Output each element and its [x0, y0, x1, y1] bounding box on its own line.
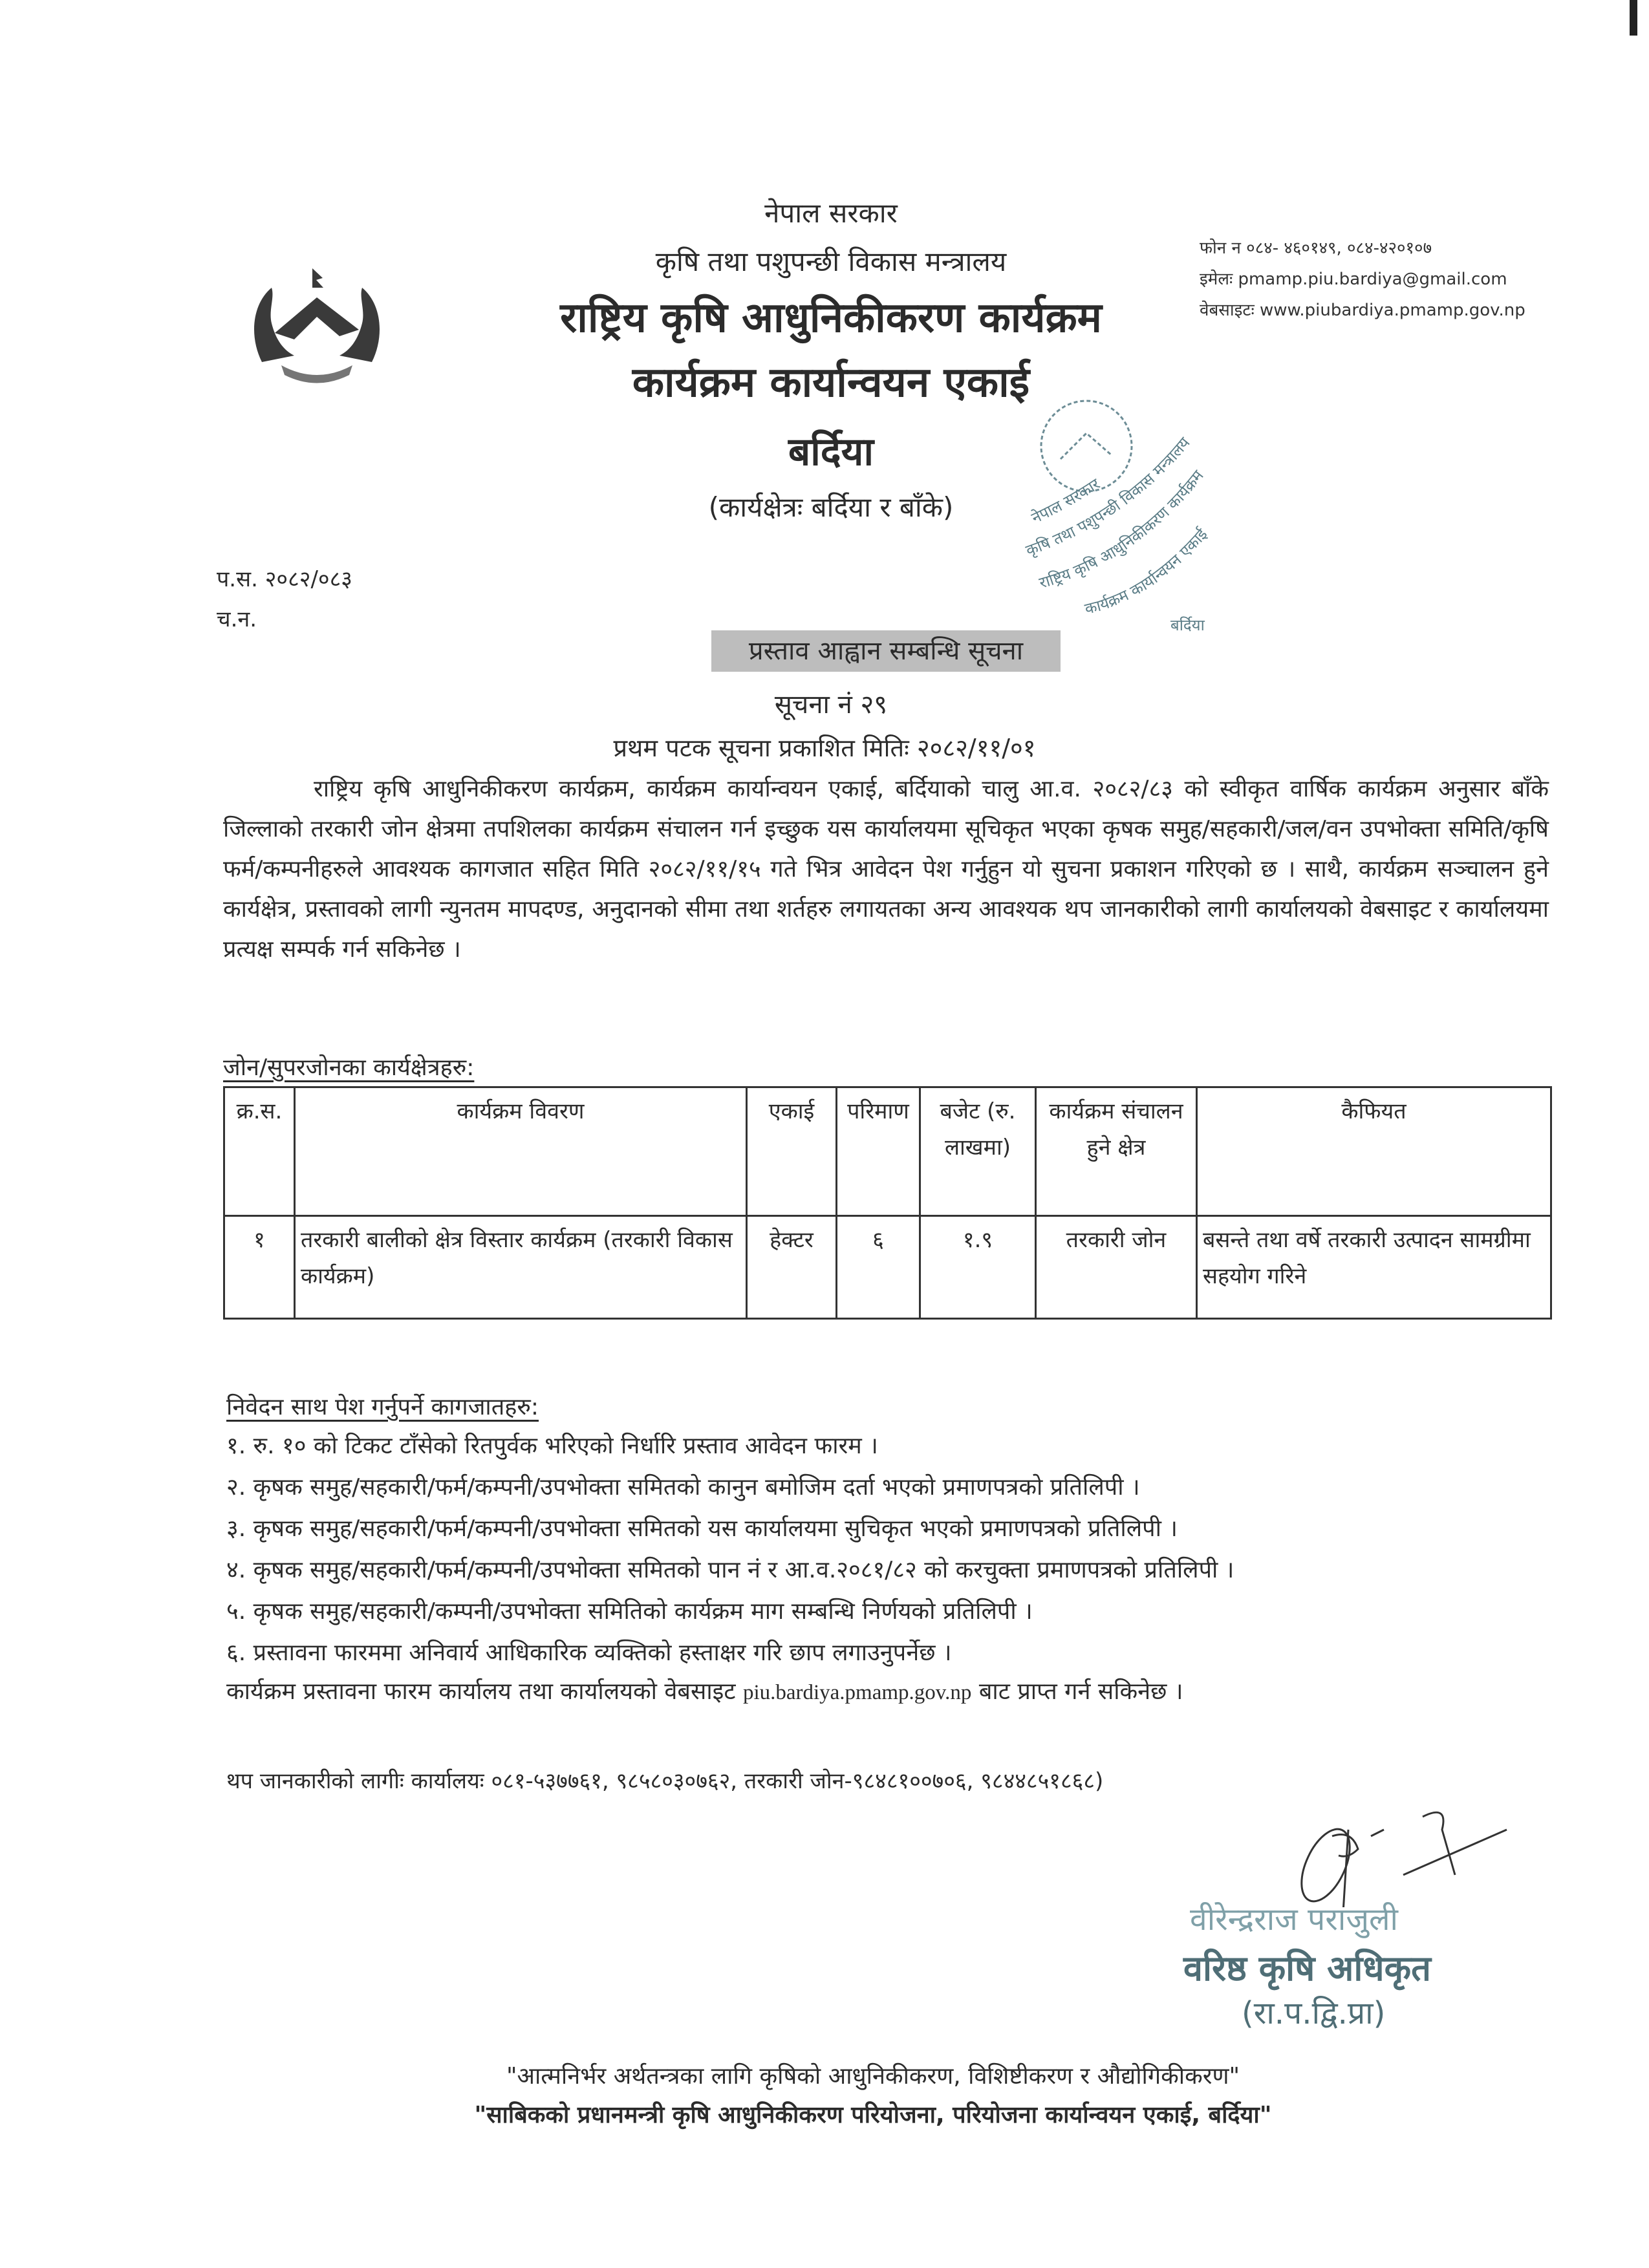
- header-remarks: कैफियत: [1197, 1087, 1551, 1216]
- list-item: ३. कृषक समुह/सहकारी/फर्म/कम्पनी/उपभोक्ता समितको यस कार्यालयमा सुचिकृत भएको प्रमाणपत्रको प्रतिलिपी ।: [226, 1515, 1178, 1542]
- list-item: ५. कृषक समुह/सहकारी/कम्पनी/उपभोक्ता समितिको कार्यक्रम माग सम्बन्धि निर्णयको प्रतिलिपी ।: [226, 1598, 1033, 1625]
- notice-body: राष्ट्रिय कृषि आधुनिकीकरण कार्यक्रम, कार्यक्रम कार्यान्वयन एकाई, बर्दियाको चालु आ.व. २०८२/८३ को स्वीकृत वार्षिक कार्यक्रम अनुसार बाँके जिल्लाको तरकारी जोन क्षेत्रमा तपशिलका कार्यक्रम संचालन गर्न इच्छुक यस कार्यालयमा सूचिकृत भएका कृषक समुह/सहकारी/जल/वन उपभोक्ता समिति/कृषि फर्म/कम्पनीहरुले आवश्यक कागजात सहित मिति २०८२/११/१५ गते भित्र आवेदन पेश गर्नुहुन यो सुचना प्रकाशन गरिएको छ । साथै, कार्यक्रम सञ्चालन हुने कार्यक्षेत्र, प्रस्तावको लागी न्युनतम मापदण्ड, अनुदानको सीमा तथा शर्तहरु लगायतका अन्य आवश्यक थप जानकारीको लागी कार्यालयको वेबसाइट र कार्यालयमा प्रत्यक्ष सम्पर्क गर्न सकिनेछ ।: [223, 776, 1549, 963]
- note-text-before: कार्यक्रम प्रस्तावना फारम कार्यालय तथा कार्यालयको वेबसाइट: [226, 1678, 736, 1705]
- letter-number-row: [217, 559, 352, 599]
- header-serial: क्र.स.: [224, 1087, 295, 1216]
- zone-table: [223, 1086, 1552, 1320]
- cell-unit: हेक्टर: [747, 1216, 837, 1319]
- cell-area: तरकारी जोन: [1036, 1216, 1197, 1319]
- form-availability-note: [226, 1674, 1183, 1706]
- contact-block: [1200, 233, 1525, 326]
- list-item: १. रु. १० को टिकट टाँसेको रितपुर्वक भरिएको निर्धारि प्रस्ताव आवेदन फारम ।: [226, 1433, 878, 1459]
- table-row: [224, 1216, 1551, 1319]
- phone-row: [1200, 233, 1525, 264]
- letter-number: २०८२/०८३: [264, 566, 352, 592]
- stamp-line-5: बर्दिया: [1170, 616, 1205, 634]
- ministry-name: कृषि तथा पशुपन्छी विकास मन्त्रालय: [655, 246, 1007, 277]
- signatory-class: (रा.प.द्वि.प्रा): [1242, 1995, 1386, 2031]
- program-name: राष्ट्रिय कृषि आधुनिकीकरण कार्यक्रम: [560, 294, 1102, 342]
- dispatch-number-label: च.न.: [217, 606, 257, 632]
- list-item: ६. प्रस्तावना फारममा अनिवार्य आधिकारिक व्यक्तिको हस्ताक्षर गरि छाप लगाउनुपर्नेछ ।: [226, 1640, 952, 1666]
- letter-number-label: प.स.: [217, 566, 258, 592]
- stamp-line-3: राष्ट्रिय कृषि आधुनिकीकरण कार्यक्रम: [1037, 466, 1207, 592]
- cell-budget: १.९: [920, 1216, 1036, 1319]
- office-stamp: [1009, 388, 1280, 634]
- email-link[interactable]: pmamp.piu.bardiya@gmail.com: [1238, 270, 1507, 289]
- form-website-link[interactable]: piu.bardiya.pmamp.gov.np: [742, 1681, 972, 1704]
- signatory-name: वीरेन्द्रराज पराजुली: [1190, 1901, 1398, 1938]
- unit-name: कार्यक्रम कार्यान्वयन एकाई: [632, 359, 1030, 407]
- stamp-line-1: नेपाल सरकार: [1028, 475, 1104, 528]
- more-info-contacts: थप जानकारीको लागीः कार्यालयः ०८१-५३७७६१, ९८५८०३०७६२, तरकारी जोन-९८४८१००७०६, ९८४४८५१८६८): [226, 1768, 1104, 1794]
- notice-title: प्रस्ताव आह्वान सम्बन्धि सूचना: [748, 636, 1024, 666]
- notice-number: सूचना नं २९: [774, 690, 888, 720]
- email-row: [1200, 264, 1525, 295]
- work-area: (कार्यक्षेत्रः बर्दिया र बाँके): [708, 491, 954, 523]
- website-row: [1200, 295, 1525, 326]
- phone-label: फोन न: [1200, 239, 1241, 258]
- stamp-line-2: कृषि तथा पशुपन्छी विकास मन्त्रालय: [1023, 433, 1194, 560]
- notice-title-box: [711, 630, 1061, 672]
- documents-heading: निवेदन साथ पेश गर्नुपर्ने कागजातहरु:: [226, 1394, 539, 1420]
- signature-icon: [1287, 1804, 1546, 1907]
- scan-edge-mark: [1630, 0, 1637, 36]
- notice-published-date: प्रथम पटक सूचना प्रकाशित मितिः २०८२/११/०१: [613, 734, 1036, 762]
- table-header-row: [224, 1087, 1551, 1216]
- header-description: कार्यक्रम विवरण: [295, 1087, 747, 1216]
- signatory-title: वरिष्ठ कृषि अधिकृत: [1183, 1948, 1431, 1989]
- website-label: वेबसाइटः: [1200, 301, 1255, 320]
- note-text-after: बाट प्राप्त गर्न सकिनेछ ।: [978, 1678, 1183, 1705]
- footer-slogan: "आत्मनिर्भर अर्थतन्त्रका लागि कृषिको आधुनिकीकरण, विशिष्टीकरण र औद्योगिकीकरण": [506, 2063, 1240, 2090]
- header-area: कार्यक्रम संचालन हुने क्षेत्र: [1036, 1087, 1197, 1216]
- cell-quantity: ६: [837, 1216, 920, 1319]
- list-item: ४. कृषक समुह/सहकारी/फर्म/कम्पनी/उपभोक्ता समितको पान नं र आ.व.२०८१/८२ को करचुक्ता प्रमाणपत्रको प्रतिलिपी ।: [226, 1557, 1234, 1583]
- nepal-government-emblem-icon: [236, 259, 398, 388]
- email-label: इमेलः: [1200, 270, 1233, 289]
- header-budget: बजेट (रु. लाखमा): [920, 1087, 1036, 1216]
- website-link[interactable]: www.piubardiya.pmamp.gov.np: [1260, 301, 1525, 320]
- header-quantity: परिमाण: [837, 1087, 920, 1216]
- cell-remarks: बसन्ते तथा वर्षे तरकारी उत्पादन सामग्रीमा सहयोग गरिने: [1197, 1216, 1551, 1319]
- stamp-emblem-icon: [1041, 401, 1132, 491]
- cell-serial: १: [224, 1216, 295, 1319]
- district-name: बर्दिया: [788, 429, 874, 475]
- phone-number: ०८४- ४६०१४९, ०८४-४२०१०७: [1246, 239, 1432, 258]
- list-item: २. कृषक समुह/सहकारी/फर्म/कम्पनी/उपभोक्ता समितको कानुन बमोजिम दर्ता भएको प्रमाणपत्रको प्रतिलिपी ।: [226, 1474, 1140, 1501]
- documents-list: [226, 1426, 1234, 1674]
- cell-description: तरकारी बालीको क्षेत्र विस्तार कार्यक्रम (तरकारी विकास कार्यक्रम): [295, 1216, 747, 1319]
- reference-block: [217, 559, 352, 639]
- stamp-line-4: कार्यक्रम कार्यान्वयन एकाई: [1083, 525, 1211, 619]
- header-unit: एकाई: [747, 1087, 837, 1216]
- zone-table-heading: जोन/सुपरजोनका कार्यक्षेत्रहरु:: [223, 1054, 475, 1081]
- government-name: नेपाल सरकार: [764, 197, 898, 229]
- footer-former-name: "साबिकको प्रधानमन्त्री कृषि आधुनिकीकरण परियोजना, परियोजना कार्यान्वयन एकाई, बर्दिया": [474, 2102, 1272, 2128]
